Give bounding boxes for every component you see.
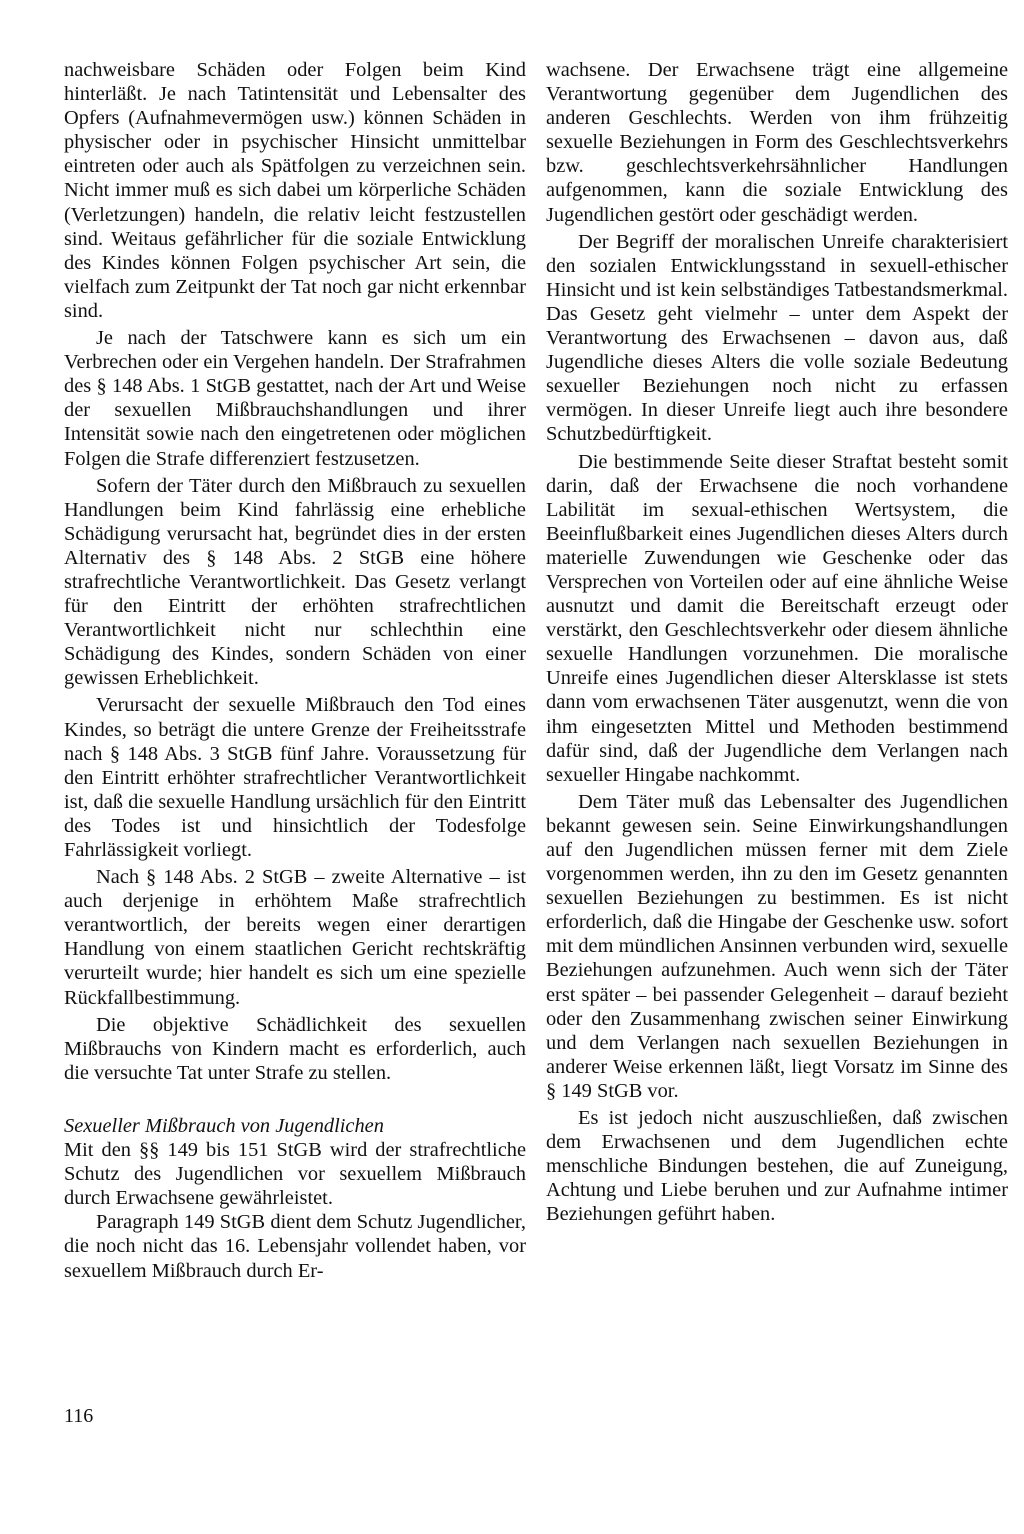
paragraph: wachsene. Der Erwachsene trägt eine allgemeine Verantwortung gegenüber dem Jugendlichen des anderen Geschlechts. Werden von ihm frühzeitig sexuelle Beziehungen in Form des Geschlechtsverkehrs bzw. geschlechtsverkehrsähnlicher Handlungen aufgenommen, kann die soziale Entwicklung des Jugendlichen gestört oder geschädigt werden. bbox=[546, 59, 1008, 226]
paragraph: Verursacht der sexuelle Mißbrauch den Tod eines Kindes, so beträgt die untere Grenze der Freiheitsstrafe nach § 148 Abs. 3 StGB fünf Jahre. Voraussetzung für den Eintritt erhöhter strafrechtlicher Verantwortlichkeit ist, daß die sexuelle Handlung ursächlich für den Eintritt des Todes ist und hinsichtlich der Todesfolge Fahrlässigkeit vorliegt. bbox=[64, 694, 526, 861]
paragraph: Die bestimmende Seite dieser Straftat besteht somit darin, daß der Erwachsene die noch vorhandene Labilität im sexual-ethischen Wertsystem, die Beeinflußbarkeit eines Jugendlichen dieses Alters durch materielle Zuwendungen wie Geschenke oder das Versprechen von Vorteilen oder auf eine ähnliche Weise ausnutzt und damit die Bereitschaft erzeugt oder verstärkt, den Geschlechtsverkehr oder diesem ähnliche sexuelle Handlungen vorzunehmen. Die moralische Unreife eines Jugendlichen dieser Altersklasse ist stets dann vom erwachsenen Täter ausgenutzt, wenn die von ihm eingesetzten Mittel und Methoden bestimmend dafür sind, daß der Jugendliche dem Verlangen nach sexueller Hingabe nachkommt. bbox=[546, 450, 1008, 786]
paragraph: Sofern der Täter durch den Mißbrauch zu sexuellen Handlungen beim Kind fahrlässig eine erhebliche Schädigung verursacht hat, begründet dies in der ersten Alternativ des § 148 Abs. 2 StGB eine höhere strafrechtliche Verantwortlichkeit. Das Gesetz verlangt für den Eintritt der erhöhten strafrechtlichen Verantwortlichkeit nicht nur schlechthin eine Schädigung des Kindes, sondern Schäden von einer gewissen Erheblichkeit. bbox=[64, 474, 526, 690]
left-column bbox=[64, 58, 526, 1283]
paragraph: Es ist jedoch nicht auszuschließen, daß zwischen dem Erwachsenen und dem Jugendlichen echte menschliche Bindungen bestehen, die auf Zuneigung, Achtung und Liebe beruhen und zur Aufnahme intimer Beziehungen geführt haben. bbox=[546, 1107, 1008, 1226]
paragraph: Je nach der Tatschwere kann es sich um ein Verbrechen oder ein Vergehen handeln. Der Strafrahmen des § 148 Abs. 1 StGB gestattet, nach der Art und Weise der sexuellen Mißbrauchshandlungen und ihrer Intensität sowie nach den eingetretenen oder möglichen Folgen die Strafe differenziert festzusetzen. bbox=[64, 327, 526, 470]
paragraph: Der Begriff der moralischen Unreife charakterisiert den sozialen Entwicklungsstand in sexuell-ethischer Hinsicht und ist kein selbständiges Tatbestandsmerkmal. Das Gesetz geht vielmehr – unter dem Aspekt der Verantwortung des Erwachsenen – davon aus, daß Jugendliche dieses Alters die volle soziale Bedeutung sexueller Beziehungen noch nicht zu erfassen vermögen. In dieser Unreife liegt auch ihre besondere Schutzbedürftigkeit. bbox=[546, 230, 1008, 446]
paragraph: Die objektive Schädlichkeit des sexuellen Mißbrauchs von Kindern macht es erforderlich, auch die versuchte Tat unter Strafe zu stellen. bbox=[64, 1013, 526, 1084]
page-number: 116 bbox=[64, 1405, 94, 1427]
paragraph: Mit den §§ 149 bis 151 StGB wird der strafrechtliche Schutz des Jugendlichen vor sexuellem Mißbrauch durch Erwachsene gewährleistet. bbox=[64, 1139, 526, 1210]
paragraph: Paragraph 149 StGB dient dem Schutz Jugendlicher, die noch nicht das 16. Lebensjahr vollendet haben, vor sexuellem Mißbrauch durch Er- bbox=[64, 1211, 526, 1282]
section-heading: Sexueller Mißbrauch von Jugendlichen bbox=[64, 1114, 384, 1137]
paragraph: Dem Täter muß das Lebensalter des Jugendlichen bekannt gewesen sein. Seine Einwirkungshandlungen auf den Jugendlichen müssen ferner mit dem Ziele vorgenommen werden, ihn zu den im Gesetz genannten sexuellen Beziehungen zu bestimmen. Es ist nicht erforderlich, daß die Hingabe der Geschenke usw. sofort mit dem mündlichen Ansinnen verbunden wird, sexuelle Beziehungen aufzunehmen. Auch wenn sich der Täter erst später – bei passender Gelegenheit – darauf bezieht oder den Zusammenhang zwischen seiner Einwirkung und dem Verlangen nach sexuellen Beziehungen in anderer Weise erkennen läßt, liegt Vorsatz im Sinne des § 149 StGB vor. bbox=[546, 790, 1008, 1102]
paragraph: nachweisbare Schäden oder Folgen beim Kind hinterläßt. Je nach Tatintensität und Lebensalter des Opfers (Aufnahmevermögen usw.) können Schäden in physischer oder in psychischer Hinsicht unmittelbar eintreten oder auch als Spätfolgen zu verzeichnen sein. Nicht immer muß es sich dabei um körperliche Schäden (Verletzungen) handeln, die relativ leicht festzustellen sind. Weitaus gefährlicher für die soziale Entwicklung des Kindes können Folgen psychischer Art sein, die vielfach zum Zeitpunkt der Tat noch gar nicht erkennbar sind. bbox=[64, 59, 526, 322]
paragraph: Nach § 148 Abs. 2 StGB – zweite Alternative – ist auch derjenige in erhöhtem Maße strafrechtlich verantwortlich, der bereits wegen einer derartigen Handlung von einem staatlichen Gericht rechtskräftig verurteilt wurde; hier handelt es sich um eine spezielle Rückfallbestimmung. bbox=[64, 866, 526, 1009]
right-column bbox=[546, 58, 1008, 1227]
